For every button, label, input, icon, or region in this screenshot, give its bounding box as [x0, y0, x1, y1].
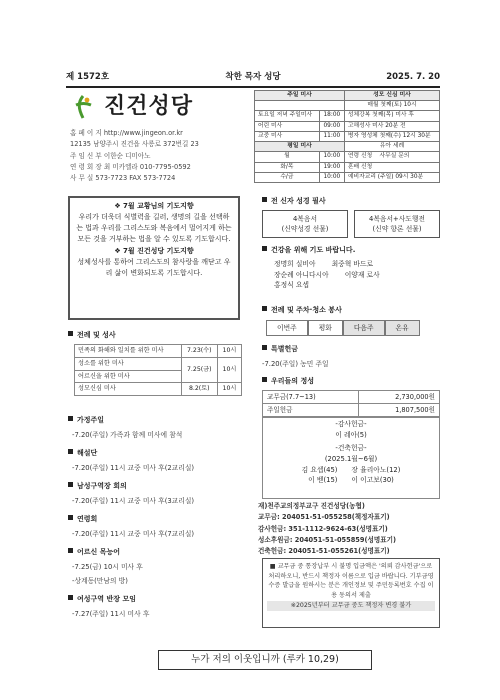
table-row: 성모신심 미사 8.2(토) 10시: [75, 383, 242, 396]
section-heading: 여성구역 반장 모임: [68, 595, 136, 604]
list-item: 장순례 아니다시아: [274, 270, 329, 279]
weekday-mass-header: 평일 미사: [255, 142, 345, 152]
list-item: -상계동(만남의 방): [72, 577, 128, 585]
table-row: 성소를 위한 미사 7.25(금) 10시: [75, 357, 242, 370]
list-item: 최중혁 바드로: [331, 260, 374, 268]
building-fund-heading: -건축헌금-: [335, 443, 367, 452]
schedule-row: 토요일 저녁 주일미사 18:00 성체강복 첫째(목) 미사 후: [255, 111, 440, 121]
list-item: 홍정식 요셉: [274, 281, 309, 290]
prayer-intention-box: [68, 196, 240, 320]
bullet-icon: [68, 515, 73, 520]
header-divider: [66, 86, 440, 88]
service-rotation: [266, 320, 420, 336]
building-fund-period: (2025.1월~6월): [324, 454, 378, 463]
office-inquiry: 사무실 문의: [379, 153, 410, 160]
schedule-row: 수/금 10:00 예비자교리 (주일) 09시 30분: [255, 172, 440, 182]
section-heading: 어르신 목능어: [68, 548, 120, 557]
donor-list-box: [262, 417, 440, 499]
section-heading: 전례 및 주차·청소 봉사: [262, 306, 342, 315]
schedule-row: 어린 미사 09:00 고해성사 미사 20분 전: [255, 121, 440, 131]
section-heading: 해설단: [68, 449, 97, 458]
section-heading: 연령회: [68, 515, 97, 524]
pope-intention-text: 우리가 더욱더 식별력을 길러, 생명의 길을 선택하는 법과 우리를 그리스도와 복음에서 멀어지게 하는 모든 것을 거부하는 법을 알 수 있도록 기도합시다.: [76, 212, 232, 243]
bullet-icon: [68, 416, 73, 421]
account-owner: 재)천주교의정부교구 진건성당(농협): [258, 502, 365, 510]
section-heading: 특별헌금: [262, 345, 298, 354]
schedule-row: 화/목 19:00 혼배 신청: [255, 162, 440, 172]
devotion-mass-header: 성모 신심 미사: [344, 91, 439, 101]
list-item: -7.27(주일) 11시 미사 후: [72, 610, 150, 618]
offering-table: [262, 390, 440, 417]
special-mass-table: [74, 344, 242, 396]
bullet-icon: [262, 345, 267, 350]
table-row: 주일헌금 1,807,500원: [263, 404, 440, 417]
bullet-icon: [262, 306, 267, 311]
sick-prayer-list: [274, 259, 380, 291]
association-line: 연 령 회 장 최 미카엘라 010-7795-0592: [70, 162, 191, 171]
parish-info: [70, 128, 240, 185]
parish-logo: [70, 92, 220, 122]
pope-intention-title: ❖ 7월 교황님의 기도지향: [114, 202, 194, 210]
list-item: -7.20(주일) 11시 교중 미사 후(7교리실): [72, 530, 195, 538]
bullet-icon: [262, 377, 267, 382]
schedule-row: 월 10:00 연령 신청 사무실 문의: [255, 152, 440, 162]
list-item: -7.20(주일) 가족과 함께 미사에 참석: [72, 431, 183, 439]
offering-notice: [262, 558, 440, 628]
scripture-quote: 누가 저의 이웃입니까 (루카 10,29): [158, 650, 372, 670]
bulletin-date: 2025. 7. 20: [386, 71, 440, 82]
thanks-offering-heading: -감사헌금-: [335, 420, 367, 428]
sunday-mass-header: 주일 미사: [255, 91, 345, 101]
list-item: 이 이고보(30): [351, 476, 394, 485]
table-row: 교무금(7.7~13) 2,730,000원: [263, 391, 440, 404]
list-item: 정명희 실비아: [274, 260, 316, 268]
section-heading: 전례 및 성사: [68, 331, 116, 340]
notice-warning: ※2025년부터 교무금 중도 책정자 변경 불가: [267, 601, 435, 611]
infant-baptism-label: 유아 세례: [344, 142, 439, 152]
section-heading: 건강을 위해 기도 바랍니다.: [262, 246, 355, 255]
bullet-icon: [262, 246, 267, 251]
thanks-offering-donor: 이 레아(5): [335, 430, 367, 439]
section-heading: 가정주일: [68, 416, 104, 425]
office-line: 사 무 실 573-7723 FAX 573-7724: [70, 174, 176, 183]
next-week-label: 다음주: [343, 320, 385, 336]
account-line: 교무금: 204051-51-055258(책정자표기): [258, 513, 390, 522]
bullet-icon: [68, 482, 73, 487]
list-item: -7.20(주일) 11시 교중 미사 후(2교리실): [72, 464, 195, 472]
parish-intention-text: 성체성사를 통하여 그리스도의 참사랑을 깨닫고 우리 삶이 변화되도록 기도합시다.: [77, 258, 231, 278]
priest-line: 주 임 신 부 이한순 디미아노: [70, 151, 151, 160]
account-line: 건축헌금: 204051-51-055261(성명표기): [258, 547, 390, 556]
notice-text: ■ 교무금 중 통장납부 시 불명 입금액은 '의뢰 감사헌금'으로 처리하오니, 반드시 책정자 이름으로 입금 바랍니다. 기부금영수증 발급을 원하시는 분은 개인정보 및 주민등록번호 수집 이용 동의서 제출: [268, 563, 434, 599]
bullet-icon: [68, 595, 73, 600]
gospel-option-left: 4복음서 (신약성경 선물): [262, 210, 348, 238]
cross-logo-icon: [70, 94, 96, 120]
this-week-label: 이번주: [266, 320, 308, 336]
bank-accounts: [258, 501, 396, 558]
table-row: 어르신을 위한 미사: [75, 370, 242, 383]
section-heading: 남성구역장 회의: [68, 482, 127, 491]
logo-text: 진건성당: [104, 94, 194, 120]
gospel-option-right: 4복음서+사도행전 (신약 향론 선물): [354, 210, 440, 238]
mass-schedule-table: [254, 90, 440, 183]
bullet-icon: [68, 548, 73, 553]
parish-intention-title: ❖ 7월 진건성당 기도지향: [114, 247, 194, 256]
bullet-icon: [68, 449, 73, 454]
list-item: 이양재 로사: [344, 270, 380, 279]
list-item: 장 율리아노(12): [351, 465, 401, 474]
account-line: 성소후원금: 204051-51-055859(성명표기): [258, 535, 396, 544]
parish-name: 착한 목자 성당: [225, 71, 281, 82]
account-line: 감사헌금: 351-1112-9624-63(성명표기): [258, 524, 388, 533]
issue-number: 제 1572호: [66, 71, 110, 82]
section-heading: 전 신자 성경 필사: [262, 197, 326, 206]
bullet-icon: [68, 331, 73, 336]
section-heading: 우리들의 정성: [262, 377, 314, 386]
list-item: 김 요셉(45): [301, 465, 338, 474]
bullet-icon: [262, 197, 267, 202]
bible-copy-options: [262, 210, 440, 238]
table-row: 민족의 화해와 일치를 위한 미사 7.23(수) 10시: [75, 345, 242, 358]
bulletin-header: [66, 70, 440, 84]
this-week-group: 평화: [308, 320, 343, 336]
list-item: -7.25(금) 10시 미사 후: [72, 563, 143, 571]
list-item: -7.20(주일) 11시 교중 미사 후(3교리실): [72, 497, 195, 505]
schedule-row: 교중 미사 11:00 병자 영성체 첫째(수) 12시 30분: [255, 131, 440, 141]
devotion-mass-time: 매월 첫째(토) 10시: [344, 101, 439, 111]
homepage-line: 홈 페 이 지 http://www.jingeon.or.kr: [70, 129, 183, 137]
list-item: -7.20(주일) 농민 주일: [262, 360, 329, 368]
address-line: 12135 남양주시 진건읍 사릉로 372번길 23: [70, 140, 199, 149]
next-week-group: 온유: [385, 320, 420, 336]
list-item: 이 벧(15): [308, 476, 338, 485]
